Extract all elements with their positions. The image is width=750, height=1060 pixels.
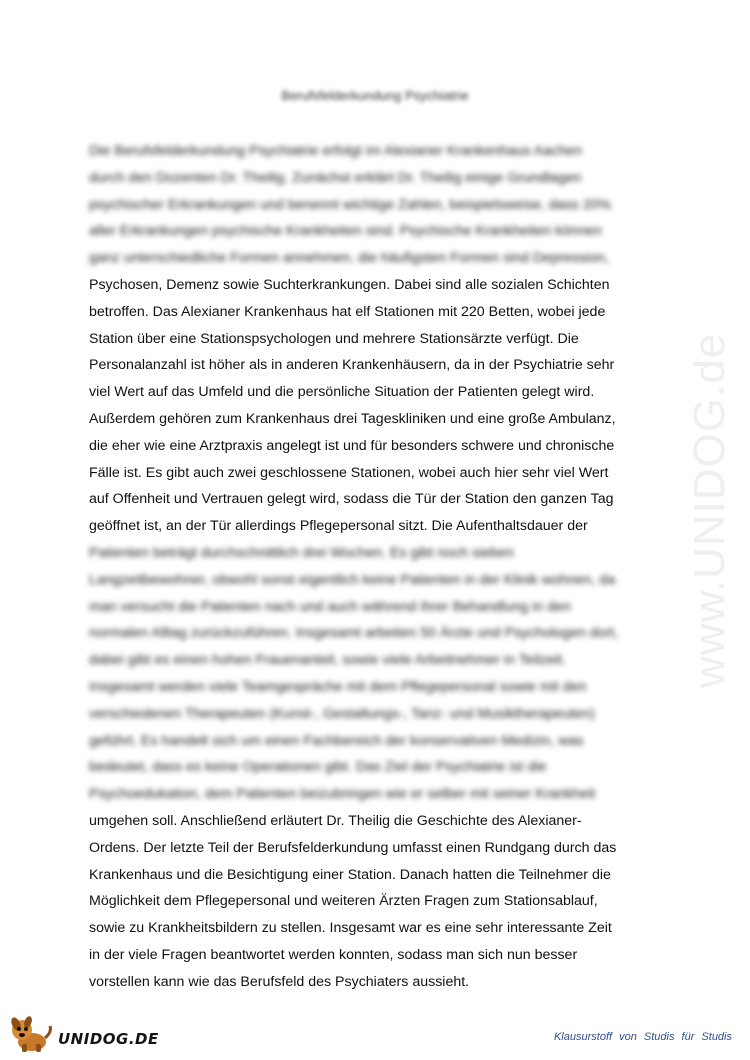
text-line: Die Berufsfelderkundung Psychiatrie erfolgt im Alexianer Krankenhaus Aachen <box>89 143 582 159</box>
text-line: geführt. Es handelt sich um einen Fachbereich der konservativen Medizin, was <box>89 732 584 749</box>
text-line: die eher wie eine Arztpraxis angelegt ist und für besonders schwere und chronische <box>89 437 615 454</box>
watermark: www.UNIDOG.de <box>685 332 734 688</box>
text-line: Personalanzahl ist höher als in anderen Krankenhäusern, da in der Psychiatrie sehr <box>89 357 615 374</box>
text-line: in der viele Fragen beantwortet werden konnten, sodass man sich nun besser <box>89 946 578 963</box>
text-line: auf Offenheit und Vertrauen gelegt wird, sodass die Tür der Station den ganzen Tag <box>89 491 614 508</box>
text-line: Insgesamt werden viele Teamgespräche mit dem Pflegepersonal sowie mit den <box>89 678 587 695</box>
text-line: normalen Alltag zurückzuführen. Insgesamt arbeiten 50 Ärzte und Psychologen dort, <box>89 625 619 642</box>
text-line: betroffen. Das Alexianer Krankenhaus hat elf Stationen mit 220 Betten, wobei jede <box>89 303 606 320</box>
text-line: Fälle ist. Es gibt auch zwei geschlossene Stationen, wobei auch hier sehr viel Wert <box>89 464 609 481</box>
text-line: man versucht die Patienten nach und auch während ihrer Behandlung in den <box>89 598 571 615</box>
text-line: psychischer Erkrankungen und benennt wichtige Zahlen, beispielsweise, dass 20% <box>89 196 612 213</box>
text-line: Außerdem gehören zum Krankenhaus drei Tageskliniken und eine große Ambulanz, <box>89 410 616 427</box>
text-line: Psychoedukation, dem Patienten beizubringen wie er selber mit seiner Krankheit <box>89 786 596 803</box>
text-line: vorstellen kann wie das Berufsfeld des Psychiaters aussieht. <box>89 973 470 990</box>
text-line: umgehen soll. Anschließend erläutert Dr. Theilig die Geschichte des Alexianer- <box>89 812 582 829</box>
text-line: Patienten beträgt durchschnittlich drei Wochen. Es gibt noch sieben <box>89 544 514 561</box>
document-title: Berufsfelderkundung Psychiatrie <box>281 88 469 103</box>
text-line: Möglichkeit dem Pflegepersonal und weiteren Ärzten Fragen zum Stationsablauf, <box>89 893 598 910</box>
document-body <box>89 138 657 996</box>
text-line: bedeutet, dass es keine Operationen gibt. Das Ziel der Psychiatrie ist die <box>89 759 547 776</box>
text-line: Psychosen, Demenz sowie Suchterkrankungen. Dabei sind alle sozialen Schichten <box>89 276 610 293</box>
logo-text: UNIDOG.DE <box>58 1030 159 1048</box>
text-line: viel Wert auf das Umfeld und die persönliche Situation der Patienten gelegt wird. <box>89 384 595 401</box>
text-line: Krankenhaus und die Besichtigung einer Station. Danach hatten die Teilnehmer die <box>89 866 611 883</box>
text-line: durch den Dozenten Dr. Theilig. Zunächst erklärt Dr. Theilig einige Grundlagen <box>89 169 582 186</box>
text-line: aller Erkrankungen psychische Krankheiten sind. Psychische Krankheiten können <box>89 223 602 240</box>
footer-tagline: Klausurstoff von Studis für Studis <box>553 1031 732 1043</box>
text-line: Station über eine Stationspsychologen und mehrere Stationsärzte verfügt. Die <box>89 330 579 347</box>
text-line: Ordens. Der letzte Teil der Berufsfelderkundung umfasst einen Rundgang durch das <box>89 839 617 856</box>
text-line: verschiedenen Therapeuten (Kunst-, Gestaltungs-, Tanz- und Musiktherapeuten) <box>89 705 595 722</box>
text-line: geöffnet ist, an der Tür allerdings Pflegepersonal sitzt. Die Aufenthaltsdauer der <box>89 518 588 535</box>
unidog-logo[interactable] <box>8 1014 158 1054</box>
text-line: Langzeitbewohner, obwohl sonst eigentlich keine Patienten in der Klinik wohnen, da <box>89 571 616 588</box>
dog-icon <box>8 1014 54 1054</box>
text-line: sowie zu Krankheitsbildern zu stellen. Insgesamt war es eine sehr interessante Zeit <box>89 920 612 937</box>
text-line: dabei gibt es einen hohen Frauenanteil, sowie viele Arbeitnehmer in Teilzeit. <box>89 652 566 669</box>
text-line: ganz unterschiedliche Formen annehmen, die häufigsten Formen sind Depression, <box>89 250 609 267</box>
